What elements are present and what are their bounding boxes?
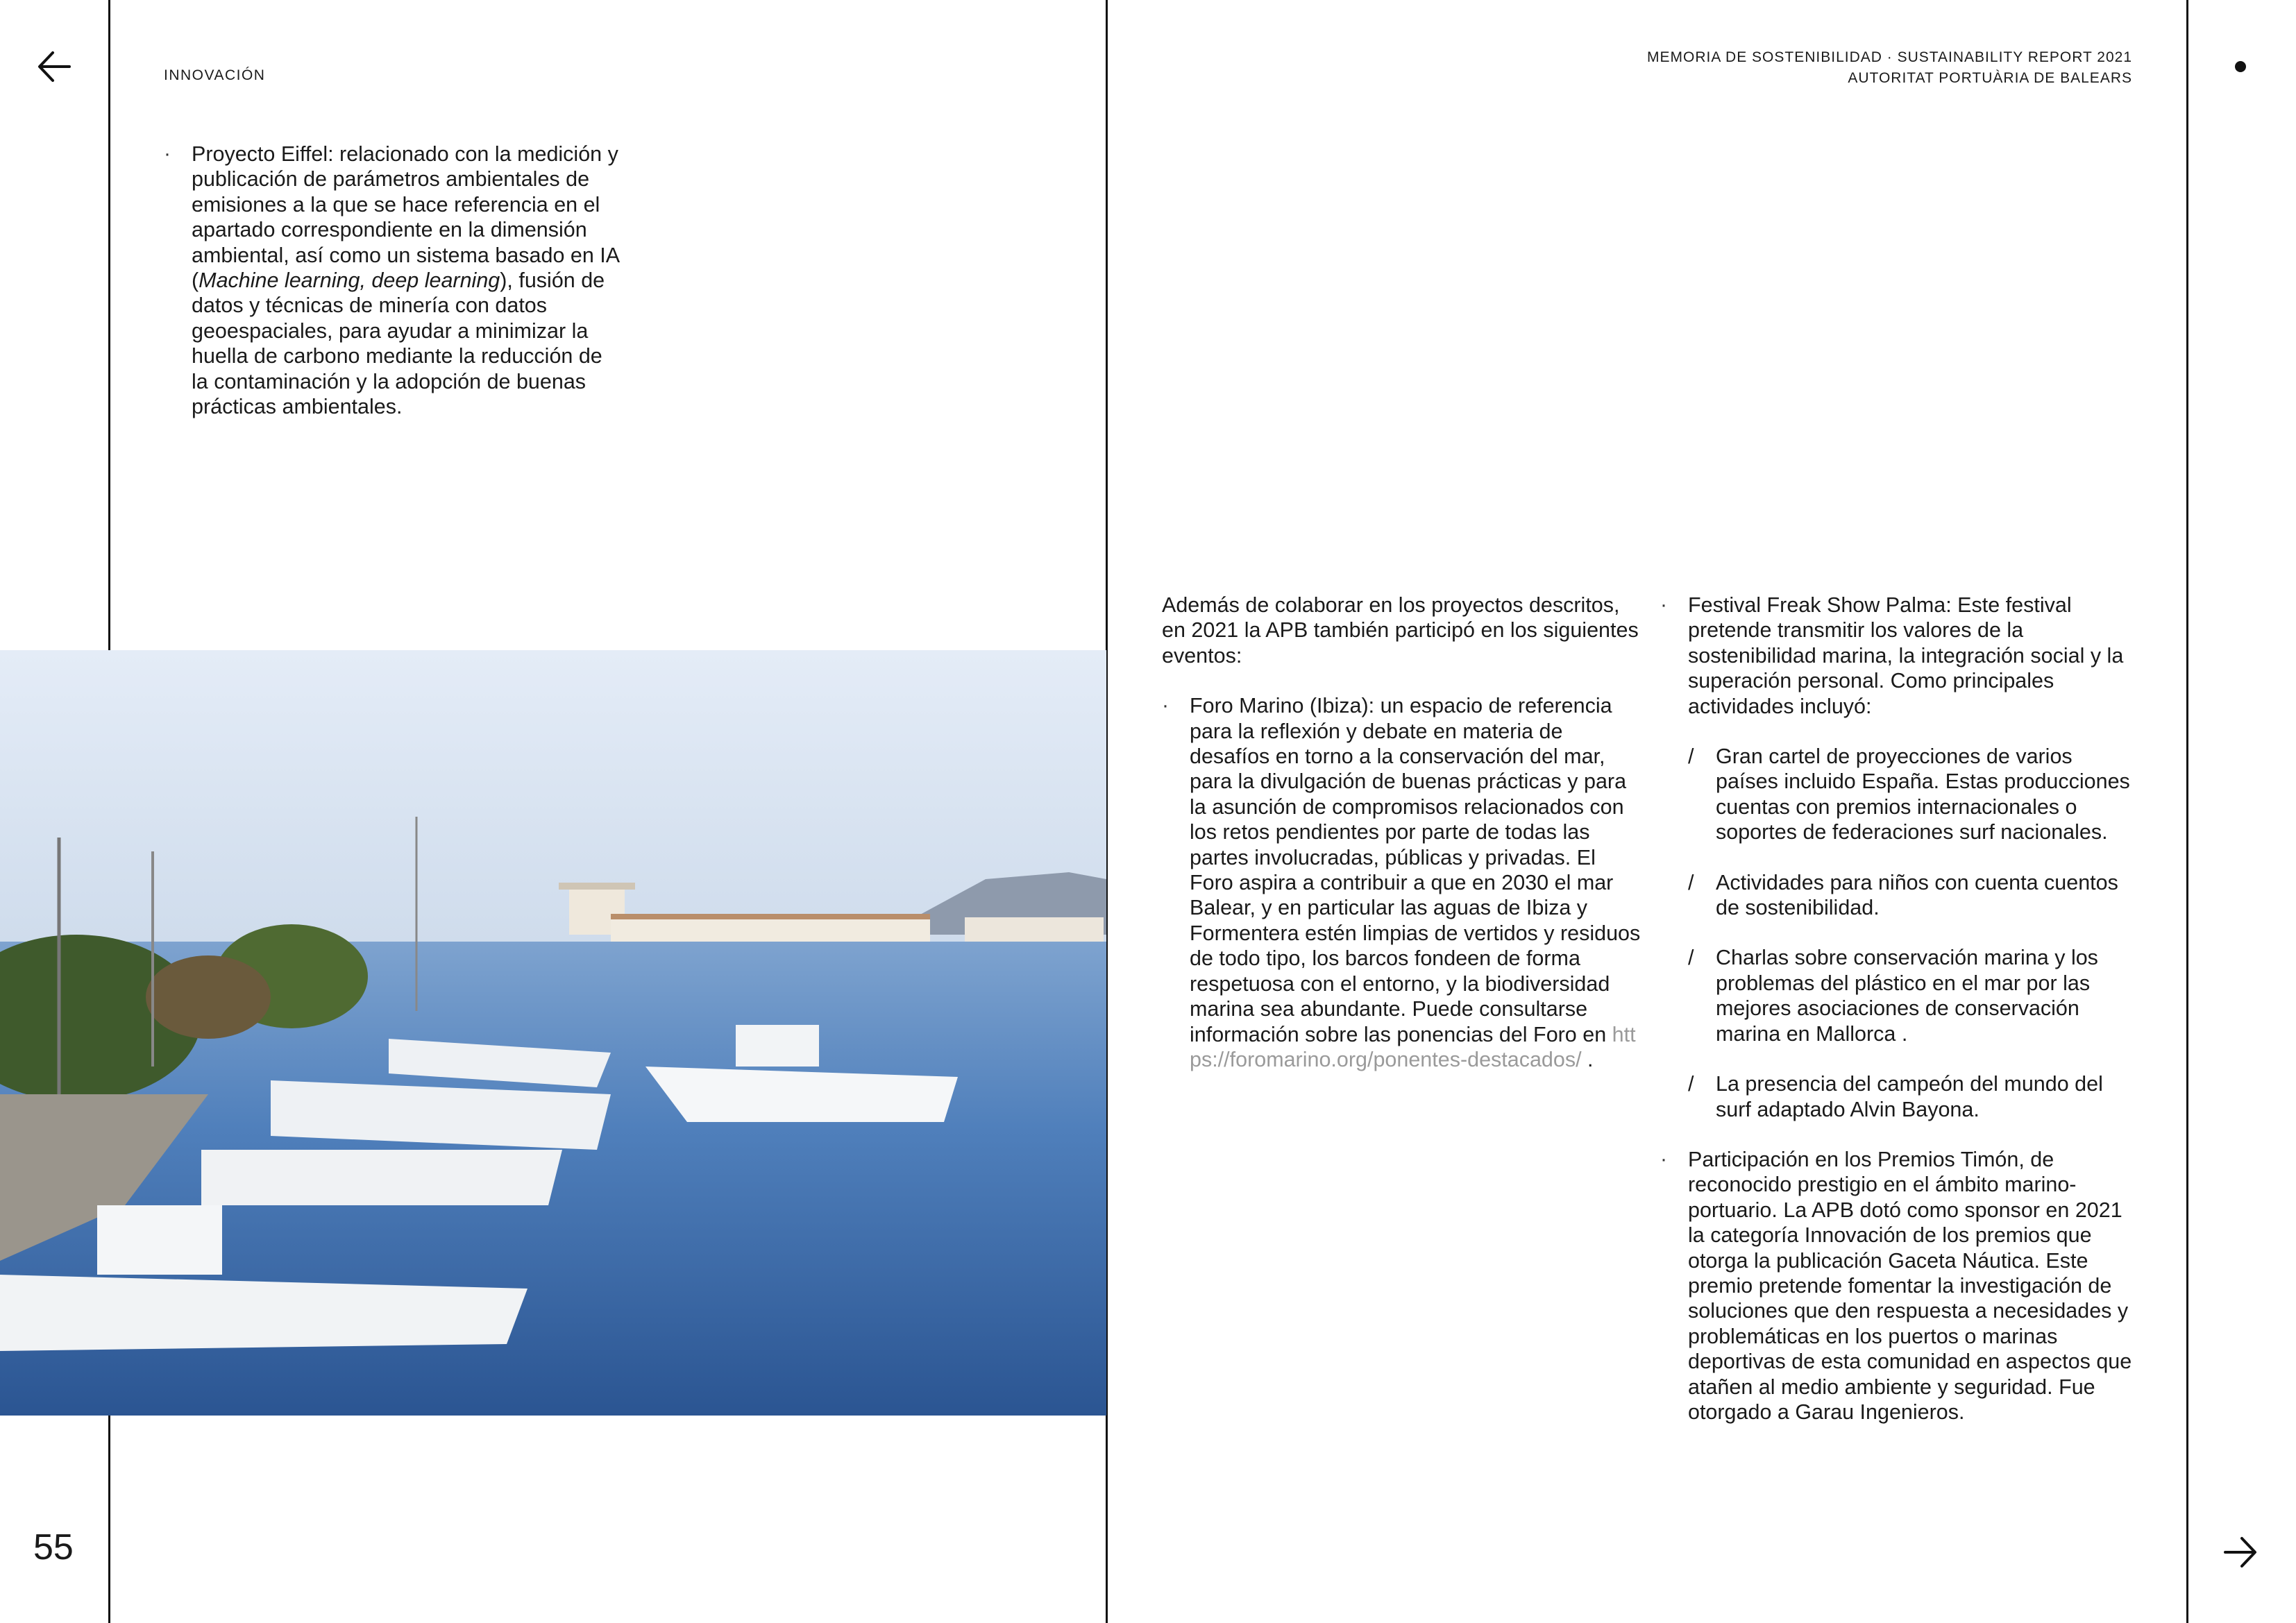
- foro-marino-link[interactable]: https://foromarino.org/ponentes-destacados/: [1190, 1022, 1636, 1071]
- events-intro: Además de colaborar en los proyectos descritos, en 2021 la APB también participó en los siguientes eventos:: [1162, 593, 1639, 668]
- harbor-photo: [0, 650, 1106, 1416]
- list-item: · Festival Freak Show Palma: Este festival pretende transmitir los valores de la sostenibilidad marina, la integración social y la superación personal. Como principales actividades incluyó: / Gran cartel de proyecciones de varios países incluido España. Estas producciones cuentas con premios internacionales o soportes de federaciones surf nacionales. / Actividades para niños con cuenta cuentos de sostenibilidad. / Charlas sobre conservación marina y los problemas del plástico en el mar por las mejores asociaciones de conservación marina en Mallorca . / La presencia del campeón del mundo del surf adaptado Alvin Bayona.: [1660, 593, 2139, 1122]
- report-title: MEMORIA DE SOSTENIBILIDAD · SUSTAINABILITY REPORT 2021: [1647, 49, 2132, 65]
- eiffel-block: [164, 142, 623, 419]
- dot-icon: [2235, 61, 2246, 72]
- list-item: / La presencia del campeón del mundo del surf adaptado Alvin Bayona.: [1688, 1071, 2139, 1122]
- report-organization: AUTORITAT PORTUÀRIA DE BALEARS: [1848, 70, 2132, 86]
- arrow-right-icon[interactable]: [2222, 1534, 2259, 1570]
- report-header: [1647, 47, 2132, 89]
- right-margin-rule: [2186, 0, 2188, 1623]
- festival-activities: [1688, 744, 2139, 1122]
- events-column-1: [1162, 593, 1641, 1072]
- section-label: INNOVACIÓN: [164, 67, 266, 83]
- arrow-left-icon[interactable]: [36, 49, 72, 85]
- list-item: · Proyecto Eiffel: relacionado con la medición y publicación de parámetros ambientales de emisiones a la que se hace referencia en el apartado correspondiente en la dimensión ambiental, así como un sistema basado en IA (Machine learning, deep learning), fusión de datos y técnicas de minería con datos geoespaciales, para ayudar a minimizar la huella de carbono mediante la reducción de la contaminación y la adopción de buenas prácticas ambientales.: [164, 142, 623, 419]
- list-item: / Actividades para niños con cuenta cuentos de sostenibilidad.: [1688, 870, 2139, 921]
- page-number: 55: [33, 1527, 74, 1567]
- list-item: / Gran cartel de proyecciones de varios países incluido España. Estas producciones cuentas con premios internacionales o soportes de federaciones surf nacionales.: [1688, 744, 2139, 845]
- list-item: · Foro Marino (Ibiza): un espacio de referencia para la reflexión y debate en materia de desafíos en torno a la conservación del mar, para la divulgación de buenas prácticas y para la asunción de compromisos relacionados con los retos pendientes por parte de todas las partes involucradas, públicas y privadas. El Foro aspira a contribuir a que en 2030 el mar Balear, y en particular las aguas de Ibiza y Formentera estén limpias de vertidos y residuos de todo tipo, los barcos fondeen de forma respetuosa con el entorno, y la biodiversidad marina sea abundante. Puede consultarse información sobre las ponencias del Foro en https://foromarino.org/ponentes-destacados/ .: [1162, 693, 1641, 1072]
- events-column-2: [1660, 593, 2139, 1425]
- list-item: / Charlas sobre conservación marina y los problemas del plástico en el mar por las mejores asociaciones de conservación marina en Mallorca .: [1688, 945, 2139, 1046]
- list-item: · Participación en los Premios Timón, de reconocido prestigio en el ámbito marino-portuario. La APB dotó como sponsor en 2021 la categoría Innovación de los premios que otorga la publicación Gaceta Náutica. Este premio pretende fomentar la investigación de soluciones que den respuesta a necesidades y problemáticas en los puertos o marinas deportivas de esta comunidad en aspectos que atañen al medio ambiente y seguridad. Fue otorgado a Garau Ingenieros.: [1660, 1147, 2139, 1425]
